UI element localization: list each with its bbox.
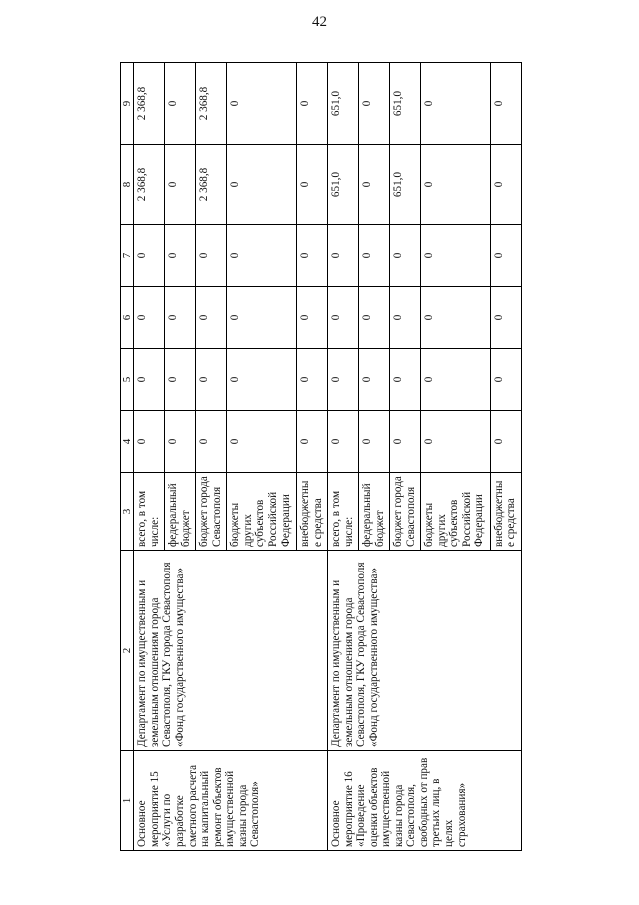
value-cell: 0	[328, 349, 359, 411]
value-cell: 0	[297, 411, 328, 473]
value-cell: 651,0	[328, 63, 359, 145]
activity-cell: Основное мероприятие 15 «Услуги по разработке сметного расчета на капитальный ремонт объектов имущественной казны города Севастополя»	[134, 751, 328, 851]
value-cell: 0	[297, 145, 328, 225]
value-cell: 0	[196, 349, 227, 411]
executor-cell: Департамент по имущественным и земельным отношениям города Севастополя, ГКУ города Севастополя «Фонд государственного имущества»	[134, 551, 328, 751]
value-cell: 0	[359, 349, 390, 411]
value-cell: 0	[359, 411, 390, 473]
header-cell: 2	[121, 551, 134, 751]
header-cell: 7	[121, 225, 134, 287]
value-cell: 0	[421, 225, 491, 287]
source-cell: внебюджетные средства	[490, 473, 521, 551]
value-cell: 0	[359, 225, 390, 287]
header-cell: 6	[121, 287, 134, 349]
value-cell: 0	[490, 411, 521, 473]
table-row	[134, 63, 165, 851]
header-cell: 9	[121, 63, 134, 145]
source-cell: федеральный бюджет	[359, 473, 390, 551]
source-cell: всего, в том числе:	[134, 473, 165, 551]
value-cell: 0	[227, 349, 297, 411]
value-cell: 2 368,8	[196, 145, 227, 225]
value-cell: 0	[421, 145, 491, 225]
value-cell: 0	[227, 145, 297, 225]
value-cell: 0	[390, 287, 421, 349]
value-cell: 0	[421, 349, 491, 411]
value-cell: 0	[165, 63, 196, 145]
value-cell: 0	[297, 63, 328, 145]
value-cell: 0	[227, 411, 297, 473]
value-cell: 0	[297, 287, 328, 349]
value-cell: 0	[359, 145, 390, 225]
value-cell: 0	[196, 225, 227, 287]
value-cell: 0	[490, 63, 521, 145]
value-cell: 0	[490, 349, 521, 411]
value-cell: 0	[421, 287, 491, 349]
executor-cell: Департамент по имущественным и земельным отношениям города Севастополя, ГКУ города Севастополя «Фонд государственного имущества»	[328, 551, 522, 751]
value-cell: 0	[390, 225, 421, 287]
value-cell: 0	[490, 145, 521, 225]
value-cell: 2 368,8	[134, 145, 165, 225]
value-cell: 0	[390, 411, 421, 473]
source-cell: бюджет города Севастополя	[390, 473, 421, 551]
value-cell: 0	[359, 287, 390, 349]
value-cell: 0	[297, 225, 328, 287]
value-cell: 0	[196, 411, 227, 473]
header-row	[121, 63, 134, 851]
value-cell: 0	[165, 225, 196, 287]
value-cell: 0	[227, 63, 297, 145]
value-cell: 0	[165, 349, 196, 411]
value-cell: 0	[297, 349, 328, 411]
value-cell: 0	[390, 349, 421, 411]
value-cell: 0	[328, 225, 359, 287]
source-cell: всего, в том числе:	[328, 473, 359, 551]
value-cell: 0	[490, 225, 521, 287]
table-row	[328, 63, 359, 851]
value-cell: 0	[134, 411, 165, 473]
header-cell: 8	[121, 145, 134, 225]
value-cell: 0	[134, 225, 165, 287]
source-cell: внебюджетные средства	[297, 473, 328, 551]
value-cell: 2 368,8	[196, 63, 227, 145]
value-cell: 0	[227, 225, 297, 287]
funding-table	[120, 62, 522, 851]
rotated-table-container	[120, 63, 522, 851]
value-cell: 0	[421, 411, 491, 473]
page-number: 42	[312, 14, 327, 30]
value-cell: 0	[165, 145, 196, 225]
activity-cell: Основное мероприятие 16 «Проведение оценки объектов имущественной казны города Севастополя, свободных от прав третьих лиц, в целях страхования»	[328, 751, 522, 851]
header-cell: 3	[121, 473, 134, 551]
source-cell: бюджет города Севастополя	[196, 473, 227, 551]
value-cell: 651,0	[390, 63, 421, 145]
value-cell: 0	[328, 411, 359, 473]
value-cell: 0	[227, 287, 297, 349]
source-cell: федеральный бюджет	[165, 473, 196, 551]
header-cell: 5	[121, 349, 134, 411]
source-cell: бюджеты других субъектов Российской Федерации	[227, 473, 297, 551]
value-cell: 0	[165, 287, 196, 349]
header-cell: 4	[121, 411, 134, 473]
value-cell: 0	[359, 63, 390, 145]
value-cell: 0	[421, 63, 491, 145]
header-cell: 1	[121, 751, 134, 851]
value-cell: 2 368,8	[134, 63, 165, 145]
value-cell: 0	[134, 287, 165, 349]
value-cell: 0	[328, 287, 359, 349]
value-cell: 651,0	[390, 145, 421, 225]
value-cell: 0	[165, 411, 196, 473]
value-cell: 0	[196, 287, 227, 349]
value-cell: 0	[490, 287, 521, 349]
value-cell: 0	[134, 349, 165, 411]
source-cell: бюджеты других субъектов Российской Федерации	[421, 473, 491, 551]
value-cell: 651,0	[328, 145, 359, 225]
